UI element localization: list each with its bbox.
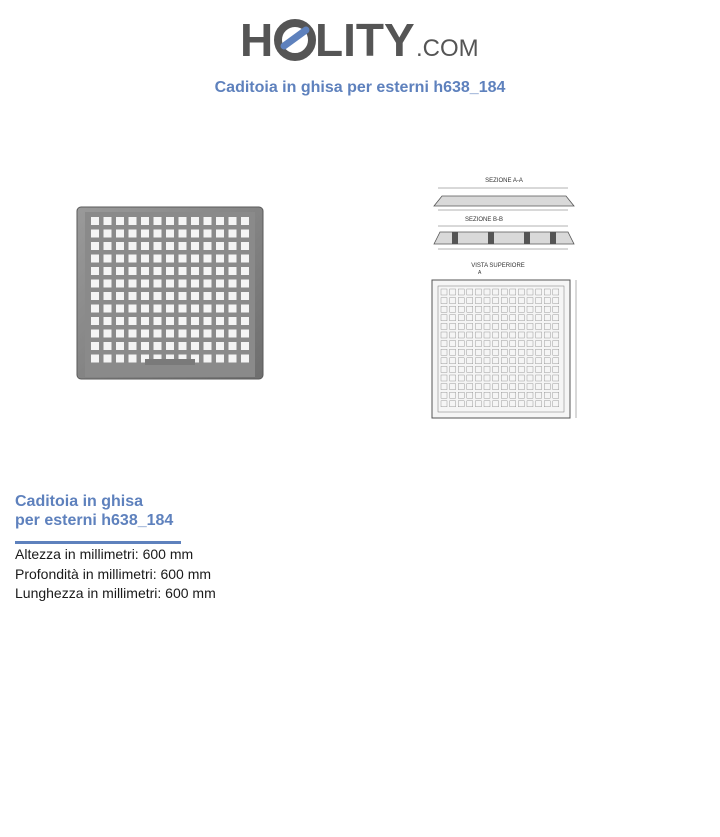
logo-word: LITY [315, 14, 415, 66]
product-title [15, 492, 173, 530]
section-a-label: SEZIONE A-A [485, 178, 523, 184]
product-title-line1: Caditoia in ghisa [15, 493, 144, 510]
product-photo [75, 205, 265, 385]
technical-drawing [428, 174, 580, 422]
spec-height: Altezza in millimetri: 600 mm [15, 546, 194, 562]
section-b-label: SEZIONE B-B [464, 217, 504, 223]
product-title-line2: per esterni h638_184 [15, 512, 174, 529]
top-view-label: VISTA SUPERIORE [471, 263, 525, 269]
logo-letter-h: H [240, 14, 274, 66]
spec-list [15, 545, 216, 604]
title-divider [15, 541, 181, 544]
spec-length: Lunghezza in millimetri: 600 mm [15, 585, 216, 601]
logo-o-icon [278, 23, 312, 57]
spec-depth: Profondità in millimetri: 600 mm [15, 565, 212, 582]
logo-domain: .COM [416, 35, 479, 62]
page-subtitle: Caditoia in ghisa per esterni h638_184 [214, 79, 506, 96]
holity-logo [240, 12, 485, 68]
marker-a: A [478, 270, 482, 276]
